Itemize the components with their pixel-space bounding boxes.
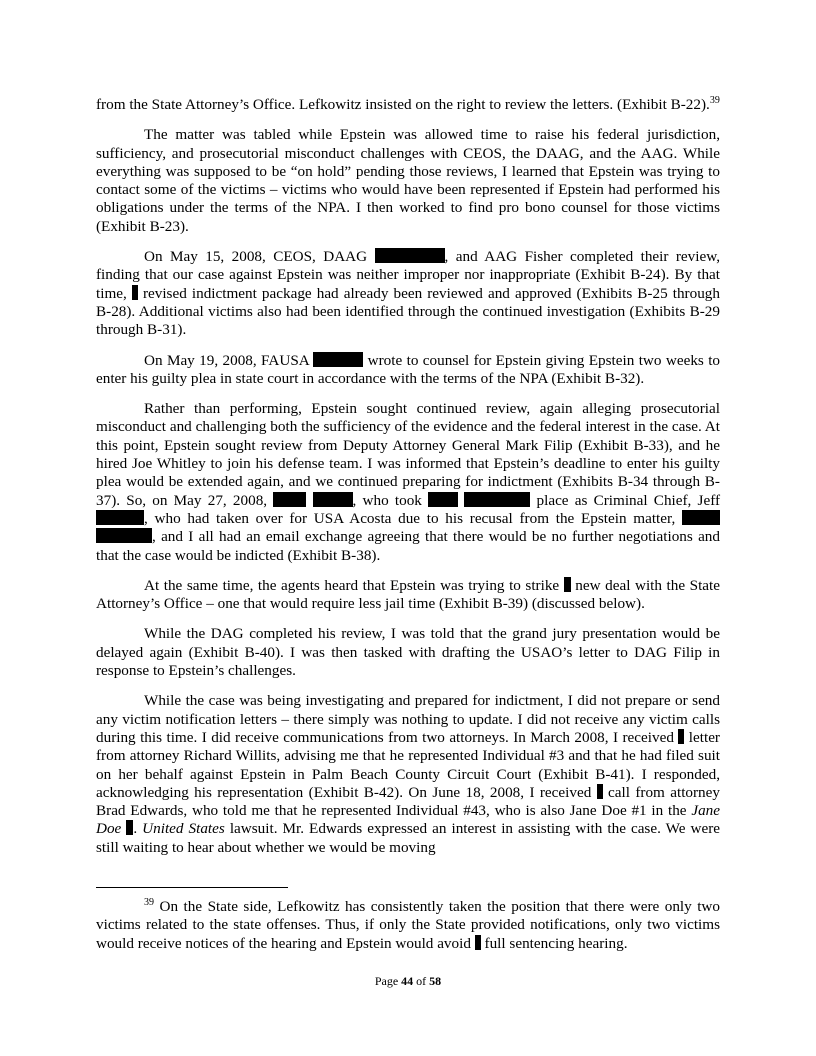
- paragraph-6-text-b: new deal with the State Attorney’s Office – one that would require less jail time (Exhibit B-39) (discussed below).: [96, 576, 720, 613]
- case-name-italic-2: United States: [142, 820, 225, 838]
- paragraph-4-text-b: wrote to counsel for Epstein giving Epstein two weeks to enter his guilty plea in state court in accordance with the terms of the NPA (Exhibit B-32).: [96, 351, 721, 387]
- paragraph-4: [96, 352, 720, 389]
- redaction-block: [375, 248, 445, 263]
- footnote-ref-39: 39: [709, 94, 720, 106]
- redaction-block: [564, 577, 571, 592]
- paragraph-5-text-b: , who took: [352, 491, 429, 509]
- paragraph-5: [96, 400, 720, 565]
- page-number: [0, 974, 816, 989]
- paragraph-5-text-a: Rather than performing, Epstein sought continued review, again alleging prosecutorial misconduct and challenging both the sufficiency of the evidence and the federal interest in the case. At this point, Epstein sought review from Deputy Attorney General Mark Filip (Exhibit B-33), and he hired Joe Whitley to join his defense team. I was informed that Epstein’s deadline to enter his guilty plea would be extended again, and we continued preparing for indictment (Exhibits B-34 through B-37). So, on May 27, 2008,: [96, 400, 720, 509]
- paragraph-5-text-c: place as Criminal Chief, Jeff: [530, 491, 721, 509]
- footnote-text-b: full sentencing hearing.: [480, 934, 628, 952]
- redaction-block: [464, 492, 530, 507]
- redaction-block: [428, 492, 458, 507]
- paragraph-8: [96, 692, 720, 857]
- footnote-39: [96, 898, 720, 953]
- paragraph-4-text-a: On May 19, 2008, FAUSA: [144, 351, 314, 369]
- redaction-block: [273, 492, 306, 507]
- paragraph-6-text-a: At the same time, the agents heard that Epstein was trying to strike: [144, 576, 564, 594]
- paragraph-8-text-c: call from attorney Brad Edwards, who told me that he represented Individual #43, who is also Jane Doe #1 in the: [96, 783, 720, 820]
- redaction-block: [682, 510, 720, 525]
- redaction-block: [313, 352, 363, 367]
- footnote-number: 39: [144, 896, 154, 908]
- paragraph-8-text-b: letter from attorney Richard Willits, advising me that he represented Individual #3 and that he had filed suit on her behalf against Epstein in Palm Beach County Circuit Court (Exhibit B-41). I responded, acknowledging his representation (Exhibit B-42). On June 18, 2008, I received: [96, 728, 720, 801]
- page-number-current: 44: [401, 974, 414, 988]
- paragraph-3-text-c: revised indictment package had already been reviewed and approved (Exhibits B-25 through B-28). Additional victims also had been identified through the continued investigation (Exhibits B-29 through B-31).: [96, 284, 720, 339]
- redaction-block: [313, 492, 353, 507]
- page-number-total: 58: [429, 974, 442, 988]
- paragraph-8-text-a: While the case was being investigating and prepared for indictment, I did not prepare or send any victim notification letters – there simply was nothing to update. I did not receive any victim calls during this time. I did receive communications from two attorneys. In March 2008, I received: [96, 692, 720, 746]
- paragraph-7: While the DAG completed his review, I was told that the grand jury presentation would be delayed again (Exhibit B-40). I was then tasked with drafting the USAO’s letter to DAG Filip in response to Epstein’s challenges.: [96, 625, 720, 680]
- paragraph-5-text-d: , who had taken over for USA Acosta due to his recusal from the Epstein matter,: [144, 509, 682, 527]
- paragraph-3-text-b: , and AAG Fisher completed their review, finding that our case against Epstein was neither improper nor inappropriate (Exhibit B-24). By that time,: [96, 248, 720, 302]
- paragraph-2: The matter was tabled while Epstein was allowed time to raise his federal jurisdiction, sufficiency, and prosecutorial misconduct challenges with CEOS, the DAAG, and the AAG. While everything was supposed to be “on hold” pending those reviews, I learned that Epstein was trying to contact some of the victims – victims who would have been represented if Epstein had performed his obligations under the terms of the NPA. I then worked to find pro bono counsel for those victims (Exhibit B-23).: [96, 126, 720, 235]
- paragraph-6: [96, 577, 720, 614]
- paragraph-1: [96, 96, 720, 114]
- page-number-prefix: Page: [374, 974, 402, 988]
- redaction-block: [96, 528, 152, 543]
- page-number-middle: of: [413, 974, 430, 988]
- paragraph-1-text: from the State Attorney’s Office. Lefkowitz insisted on the right to review the letters. (Exhibit B-22).: [96, 96, 710, 113]
- paragraph-5-text-e: , and I all had an email exchange agreeing that there would be no further negotiations and that the case would be indicted (Exhibit B-38).: [96, 528, 720, 564]
- case-name-italic: Jane Doe: [96, 802, 720, 838]
- paragraph-8-text-e: lawsuit. Mr. Edwards expressed an interest in assisting with the case. We were still waiting to hear about whether we would be moving: [96, 820, 721, 856]
- redaction-block: [96, 510, 144, 525]
- footnote-separator: [96, 887, 288, 888]
- paragraph-8-text-d: .: [133, 820, 143, 838]
- paragraph-3: [96, 248, 720, 339]
- paragraph-3-text-a: On May 15, 2008, CEOS, DAAG: [144, 248, 375, 266]
- document-body: [96, 96, 720, 869]
- footnote-text-a: On the State side, Lefkowitz has consistently taken the position that there were only two victims related to the state offenses. Thus, if only the State provided notifications, only two victims would receive notices of the hearing and Epstein would avoid: [96, 898, 720, 952]
